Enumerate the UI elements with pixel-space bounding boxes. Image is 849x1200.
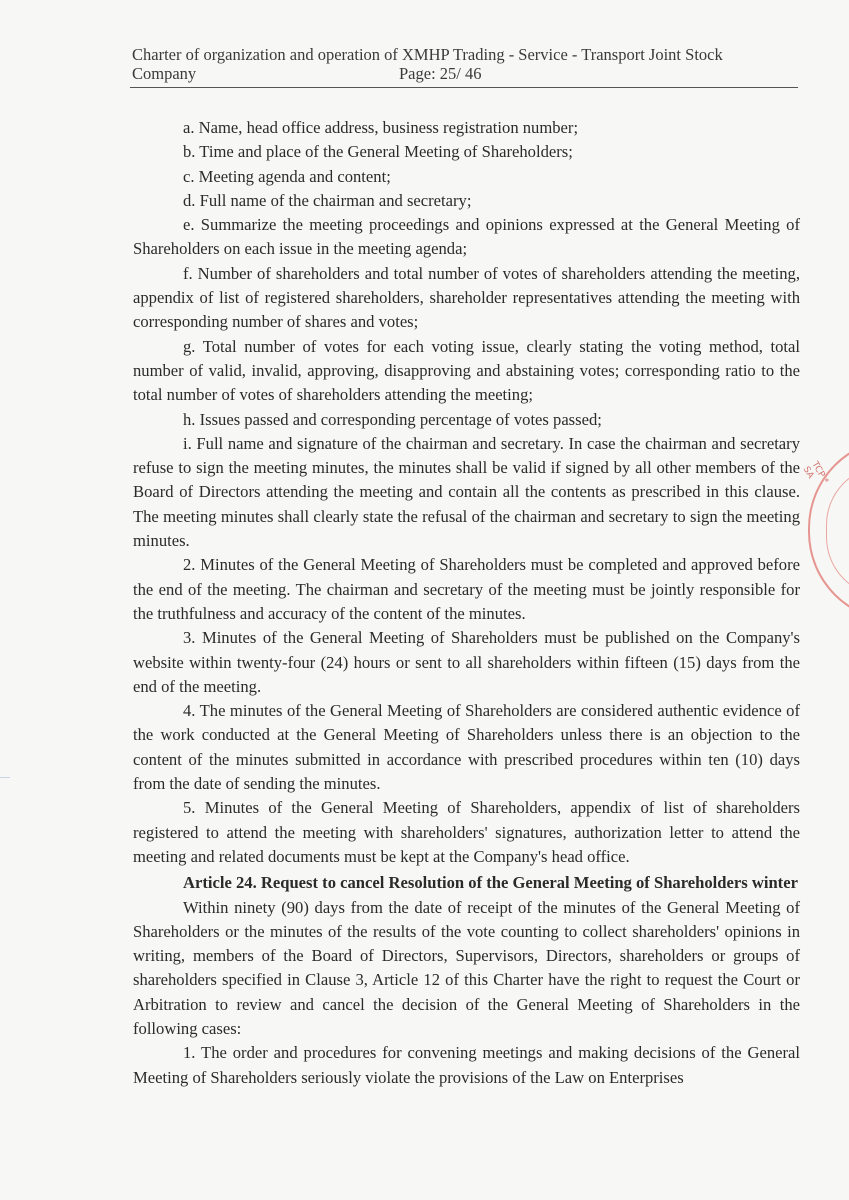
clause-item-e: e. Summarize the meeting proceedings and opinions expressed at the General Meeting of Shareholders on each issue in the meeting agenda; (133, 215, 800, 259)
clause-item-i: i. Full name and signature of the chairman and secretary. In case the chairman and secretary refuse to sign the meeting minutes, the minutes shall be valid if signed by all other members of the Board of Directors attending the meeting and contain all the contents as prescribed in this clause. The meeting minutes shall clearly state the refusal of the chairman and secretary to sign the meeting minutes. (133, 433, 800, 551)
header-title: Charter of organization and operation of XMHP Trading - Service - Transport Joint Stock (132, 45, 723, 64)
clause-3: 3. Minutes of the General Meeting of Shareholders must be published on the Company's website within twenty-four (24) hours or sent to all shareholders within fifteen (15) days from the end of the meeting. (133, 628, 800, 696)
clause-item-h: h. Issues passed and corresponding percentage of votes passed; (183, 409, 602, 429)
article-heading: Article 24. Request to cancel Resolution of the General Meeting of Shareholders winter (183, 873, 798, 893)
clause-4: 4. The minutes of the General Meeting of Shareholders are considered authentic evidence of the work conducted at the General Meeting of Shareholders unless there is an objection to the content of the minutes submitted in accordance with prescribed procedures within ten (10) days from the date of sending the minutes. (133, 701, 800, 794)
header-divider (130, 87, 798, 88)
clause-item-g: g. Total number of votes for each voting issue, clearly stating the voting method, total number of valid, invalid, approving, disapproving and abstaining votes; corresponding ratio to the total number of votes of shareholders attending the meeting; (133, 336, 800, 405)
clause-item-f: f. Number of shareholders and total number of votes of shareholders attending the meeting, appendix of list of registered shareholders, shareholder representatives attending the meeting with corresponding number of shares and votes; (133, 263, 800, 332)
document-body (133, 116, 800, 1090)
clause-item-b: b. Time and place of the General Meeting of Shareholders; (183, 142, 573, 162)
article-clause-1: 1. The order and procedures for convening meetings and making decisions of the General Meeting of Shareholders seriously violate the provisions of the Law on Enterprises (133, 1043, 800, 1087)
clause-item-c: c. Meeting agenda and content; (183, 166, 391, 186)
article-intro: Within ninety (90) days from the date of receipt of the minutes of the General Meeting of Shareholders or the minutes of the results of the vote counting to collect shareholders' opinions in writing, members of the Board of Directors, Supervisors, Directors, shareholders or groups of shareholders specified in Clause 3, Article 12 of this Charter have the right to request the Court or Arbitration to review and cancel the decision of the General Meeting of Shareholders in the following cases: (133, 897, 800, 1038)
red-seal-lettering: TCP * SA (800, 460, 831, 486)
clause-2: 2. Minutes of the General Meeting of Shareholders must be completed and approved before the end of the meeting. The chairman and secretary of the meeting must be jointly responsible for the truthfulness and accuracy of the content of the minutes. (133, 555, 800, 623)
header-company: Company (132, 64, 197, 83)
clause-item-d: d. Full name of the chairman and secretary; (183, 190, 472, 210)
page-header (132, 45, 800, 84)
margin-mark (0, 777, 10, 778)
clause-item-a: a. Name, head office address, business registration number; (183, 118, 579, 137)
clause-5: 5. Minutes of the General Meeting of Shareholders, appendix of list of shareholders registered to attend the meeting with shareholders' signatures, authorization letter to attend the meeting and related documents must be kept at the Company's head office. (133, 798, 800, 866)
page-number: Page: 25/ 46 (399, 64, 482, 83)
